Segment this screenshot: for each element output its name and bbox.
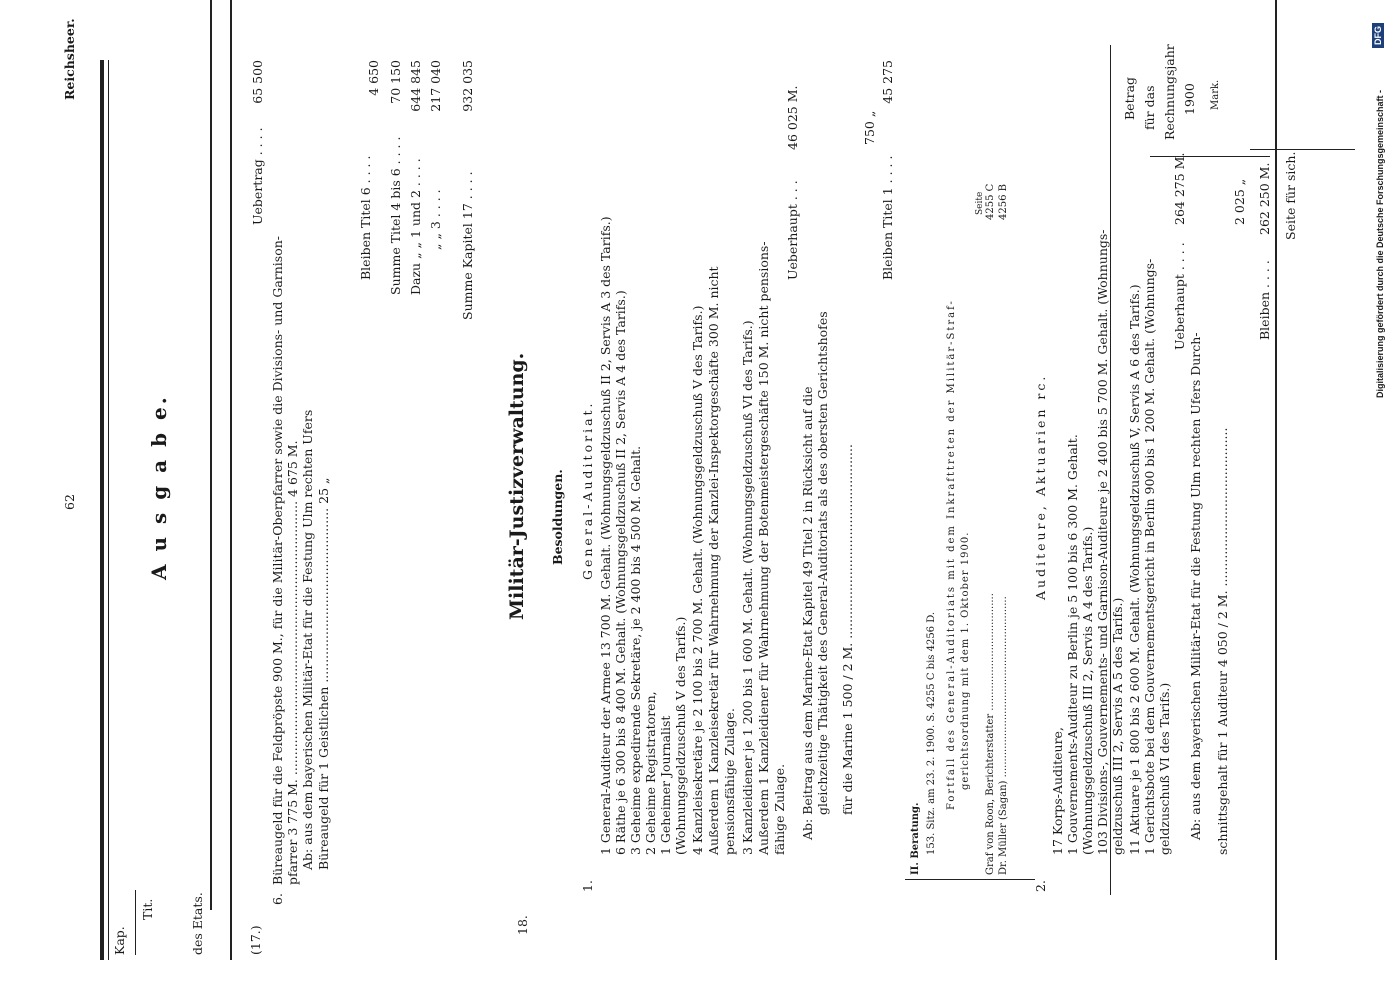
s18-line1-11: fähige Zulage. bbox=[772, 763, 787, 855]
s18-title: Militär-Justizverwaltung. bbox=[506, 352, 528, 620]
s18-line2-6: 1 Gerichtsbote bei dem Gouvernementsgericht in Berlin 900 bis 1 200 M. Gehalt. (Wohnungs- bbox=[1142, 258, 1157, 855]
rule-left-thin bbox=[108, 60, 109, 960]
s18-line1-9: 3 Kanzleidiener je 1 200 bis 1 600 M. Gehalt. (Wohnungsgeldzuschuß VI des Tarifs.) bbox=[740, 320, 755, 855]
ab1-line-c: für die Marine 1 500 / 2 M. ................................................. bbox=[840, 444, 855, 815]
tit1-heading: General-Auditoriat. bbox=[580, 400, 595, 580]
page-number: 62 bbox=[62, 494, 77, 510]
s18-line2-5: 11 Aktuare je 1 800 bis 2 600 M. Gehalt. (Wohnungsgeldzuschuß V, Servis A 6 des Tarifs.) bbox=[1127, 284, 1142, 855]
kap-18: 18. bbox=[515, 915, 530, 935]
col-kap-label: Kap. bbox=[112, 926, 127, 955]
speaker1-page: 4255 C bbox=[985, 183, 996, 220]
ab2-line-a: Ab: aus dem bayerischen Militär-Etat für die Festung Ulm rechten Ufers Durch- bbox=[1188, 332, 1203, 840]
ab1-line-a: Ab: Beitrag aus dem Marine-Etat Kapitel 49 Titel 2 in Rücksicht auf die bbox=[800, 386, 815, 840]
dfg-logo: DFG bbox=[1372, 23, 1384, 48]
s17-dazu1-amount: 644 845 bbox=[408, 60, 423, 112]
sidebar-credit bbox=[1368, 8, 1392, 998]
s18-line1-4: 1 Geheimer Journalist bbox=[658, 715, 673, 855]
main-title: A u s g a b e. bbox=[147, 394, 171, 580]
s17-dazu1-label: Dazu „ „ 1 und 2 . . . . bbox=[408, 158, 423, 295]
beratung-title: II. Beratung. bbox=[910, 802, 921, 875]
seite-fuer-sich: Seite für sich. bbox=[1283, 151, 1298, 240]
s17-dazu2-label: „ „ 3 . . . . bbox=[428, 189, 443, 250]
s18-line1-0: 1 General-Auditeur der Armee 13 700 M. Gehalt. (Wohnungsgeldzuschuß II 2, Servis A 3 des Tarifs.) bbox=[598, 216, 613, 855]
bleiben2-value: 262 250 M. bbox=[1257, 162, 1272, 235]
ab1-value: 750 „ bbox=[862, 110, 877, 145]
ab2-value: 2 025 „ bbox=[1232, 178, 1247, 225]
s17-kapitel-label: Summe Kapitel 17 . . . . bbox=[460, 171, 475, 320]
col-betrag-1: für das bbox=[1142, 85, 1157, 130]
s18-line1-8: pensionsfähige Zulage. bbox=[722, 708, 737, 855]
tit-6: 6. bbox=[270, 893, 285, 905]
uebertrag-amount: 65 500 bbox=[250, 60, 265, 104]
s18-line2-7: geldzuschuß VI des Tarifs.) bbox=[1157, 682, 1172, 855]
s18-line2-3: 103 Divisions-, Gouvernements- und Garnison-Auditeure je 2 400 bis 5 700 M. Gehalt. (Wohnungs- bbox=[1095, 229, 1110, 855]
credit-text: Digitalisierung gefördert durch die Deutsche Forschungsgemeinschaft - bbox=[1375, 89, 1385, 398]
beratung-fortfall-b: gerichtsordnung mit dem 1. Oktober 1900. bbox=[960, 531, 971, 790]
ueberhaupt1-value: 46 025 M. bbox=[785, 85, 800, 150]
rule-beratung-box bbox=[905, 879, 1035, 880]
s18-line1-6: 4 Kanzleisekretäre je 2 100 bis 2 700 M. Gehalt. (Wohnungsgeldzuschuß V des Tarifs.) bbox=[690, 305, 705, 855]
tit2-heading: Auditeure, Aktuarien rc. bbox=[1033, 373, 1048, 600]
rule-amount-right bbox=[1275, 0, 1277, 960]
s17-line3: Ab: aus dem bayerischen Militär-Etat für die Festung Ulm rechten Ufers bbox=[300, 409, 315, 870]
speaker2-line: Dr. Müller (Sagan) ......................................................... bbox=[998, 596, 1009, 875]
bleiben1-label: Bleiben Titel 1 . . . . bbox=[880, 155, 895, 280]
ueberhaupt2-value: 264 275 M. bbox=[1172, 152, 1187, 225]
s18-line2-0: 17 Korps-Auditeure, bbox=[1050, 727, 1065, 855]
s18-subtitle: Besoldungen. bbox=[550, 469, 565, 565]
ueberhaupt2-label: Ueberhaupt . . . . bbox=[1172, 242, 1187, 350]
s17-summe-amount: 70 150 bbox=[388, 60, 403, 104]
col-betrag-2: Rechnungsjahr bbox=[1162, 44, 1177, 140]
s18-line1-2: 3 Geheime expedirende Sekretäre, je 2 400 bis 4 500 M. Gehalt. bbox=[628, 445, 643, 855]
col-tit-label: Tit. bbox=[140, 898, 155, 920]
bleiben2-label: Bleiben . . . . bbox=[1257, 260, 1272, 340]
s17-kapitel-amount: 932 035 bbox=[460, 60, 475, 112]
s17-line4: Büreaugeld für 1 Geistlichen ............................................ 25 „ bbox=[316, 477, 331, 870]
rule-header bbox=[230, 0, 232, 960]
s18-line2-2: (Wohnungsgeldzuschuß III 2, Servis A 4 des Tarifs.) bbox=[1080, 526, 1095, 855]
s17-summe-label: Summe Titel 4 bis 6 . . . . bbox=[388, 136, 403, 295]
rule-kap-tit bbox=[135, 890, 136, 955]
rule-subtotal-2 bbox=[1250, 149, 1355, 150]
s18-line2-1: 1 Gouvernements-Auditeur zu Berlin je 5 100 bis 6 300 M. Gehalt. bbox=[1065, 434, 1080, 855]
s18-line2-4: geldzuschuß III 2, Servis A 5 des Tarifs.) bbox=[1110, 597, 1125, 855]
s17-bleiben-label: Bleiben Titel 6 . . . . bbox=[358, 155, 373, 280]
bleiben1-amount: 45 275 bbox=[880, 60, 895, 104]
tit-1: 1. bbox=[580, 880, 595, 892]
uebertrag-label: Uebertrag . . . . bbox=[250, 127, 265, 225]
header-left: Reichsheer. bbox=[62, 18, 77, 100]
ueberhaupt1-label: Ueberhaupt . . . bbox=[785, 180, 800, 280]
col-des-etats-label: des Etats. bbox=[190, 892, 205, 955]
tit-2: 2. bbox=[1033, 880, 1048, 892]
s18-line1-1: 6 Räthe je 6 300 bis 8 400 M. Gehalt. (Wohnungsgeldzuschuß II 2, Servis A 4 des Tarifs.) bbox=[613, 290, 628, 855]
rule-subtotal-1 bbox=[1150, 156, 1270, 157]
s18-line1-3: 2 Geheime Registratoren, bbox=[643, 691, 658, 855]
beratung-ref: 153. Sitz. am 23. 2. 1900. S. 4255 C bis 4256 D. bbox=[926, 611, 937, 855]
ab1-line-b: gleichzeitige Thätigkeit des General-Auditoriats als des obersten Gerichtshofes bbox=[815, 311, 830, 815]
s17-line1: Büreaugeld für die Feldpröpste 900 M., für die Militär-Oberpfarrer sowie die Divisions- und Garnison- bbox=[270, 235, 285, 885]
kap-17: (17.) bbox=[248, 925, 263, 955]
speaker1-line: Graf von Roon, Berichterstatter ..................................... bbox=[985, 593, 996, 875]
s17-line2: pfarrer 3 775 M. ..................................................................... 4 675 M. bbox=[285, 440, 300, 885]
s18-line1-7: Außerdem 1 Kanzleisekretär für Wahrnehmung der Kanzlei-Inspektorgeschäfte 300 M. nicht bbox=[706, 266, 721, 855]
speaker2-page: 4256 B bbox=[998, 184, 1009, 220]
beratung-seite-label: Seite bbox=[975, 191, 985, 215]
s17-bleiben-amount: 4 650 bbox=[366, 60, 381, 96]
ab2-line-b: schnittsgehalt für 1 Auditeur 4 050 / 2 M. ........................................ bbox=[1215, 427, 1230, 855]
s17-dazu2-amount: 217 040 bbox=[428, 60, 443, 112]
rule-left-thick bbox=[100, 60, 104, 960]
col-betrag-3: 1900 bbox=[1182, 83, 1197, 115]
col-mark-label: Mark. bbox=[1210, 79, 1221, 110]
s18-line1-5: (Wohnungsgeldzuschuß V des Tarifs.) bbox=[673, 616, 688, 855]
s18-line1-10: Außerdem 1 Kanzleidiener für Wahrnehmung der Botenmeistergeschäfte 150 M. nicht pensions- bbox=[756, 241, 771, 855]
rule-tit-body bbox=[210, 0, 212, 910]
col-betrag-0: Betrag bbox=[1122, 76, 1137, 120]
beratung-fortfall-a: Fortfall des General-Auditoriats mit dem Inkrafttreten der Militär-Straf- bbox=[946, 299, 957, 810]
